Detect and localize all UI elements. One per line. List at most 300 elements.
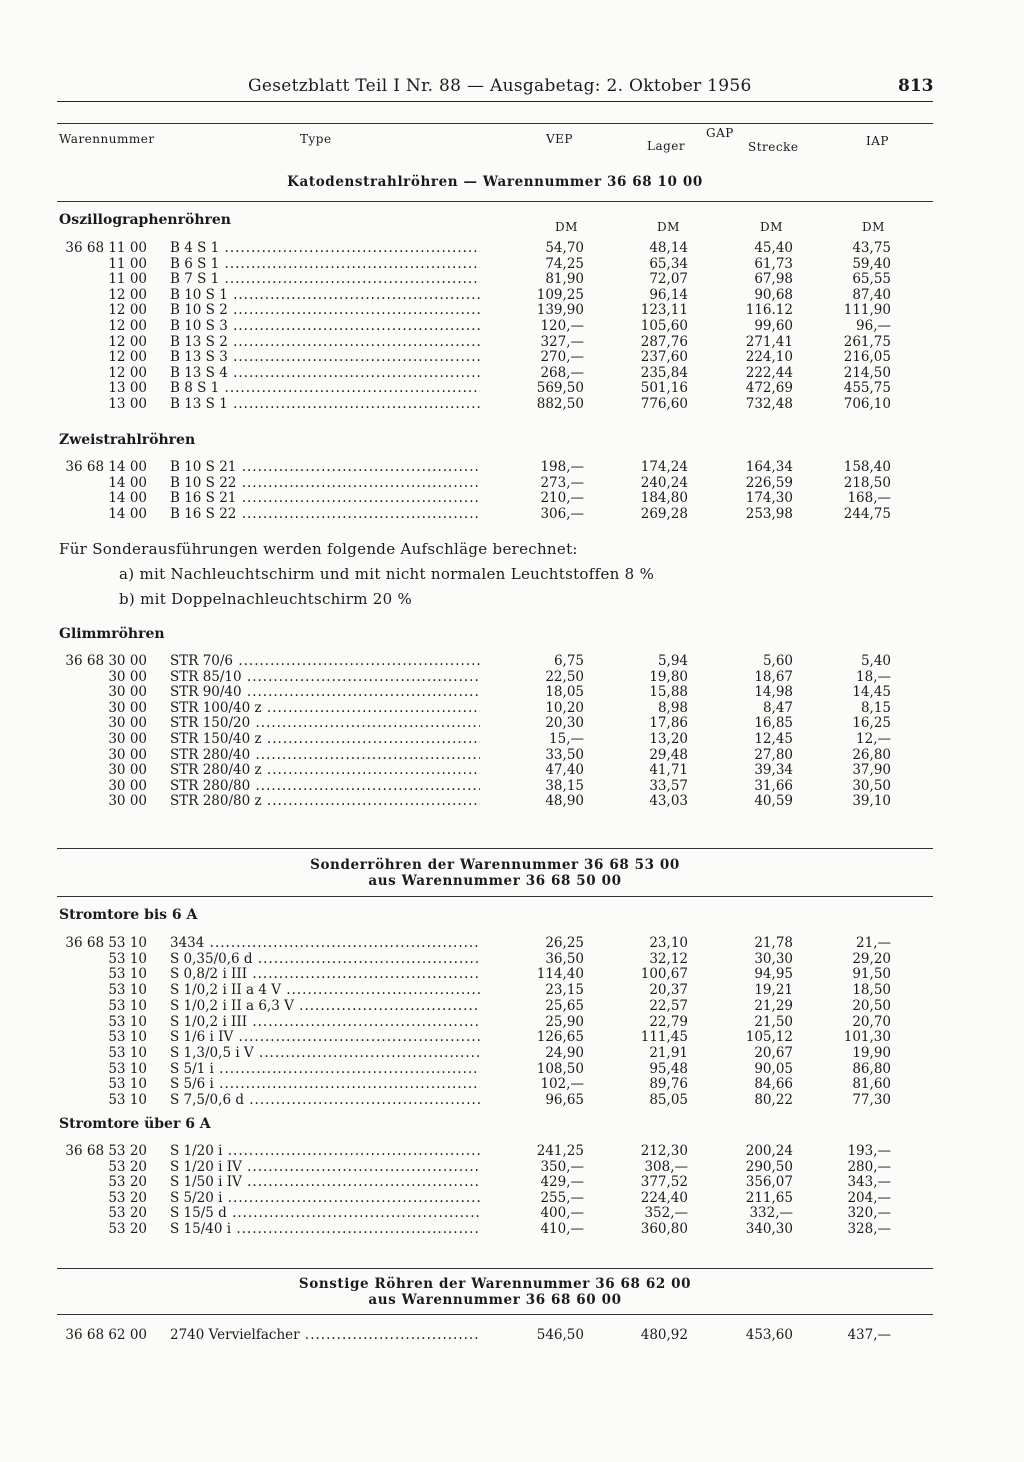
section-sonder-1: Sonderröhren der Warennummer 36 68 53 00 [310, 857, 680, 873]
type-cell: S 5/6 i ..... [170, 1076, 480, 1092]
warennummer-cell: 53 10 [108, 1060, 147, 1077]
vep-cell: 15,— [549, 731, 584, 747]
iap-cell: 18,50 [852, 982, 891, 999]
warennummer-cell: 36 68 14 00 [65, 459, 147, 475]
warennummer-cell: 12 00 [108, 333, 147, 350]
warennummer-cell: 53 10 [108, 1076, 147, 1093]
table-row [0, 1092, 1024, 1108]
iap-cell: 12,— [856, 731, 891, 747]
section-rule [57, 896, 933, 897]
type-cell: STR 150/40 z ..... [170, 731, 480, 747]
lager-cell: 501,16 [640, 380, 688, 397]
warennummer-cell: 53 20 [108, 1221, 147, 1237]
table-row [0, 951, 1024, 967]
strecke-cell: 94,95 [754, 966, 793, 983]
strecke-cell: 290,50 [745, 1158, 793, 1175]
strecke-cell: 164,34 [745, 459, 793, 475]
strecke-cell: 99,60 [754, 318, 793, 334]
strecke-cell: 90,68 [754, 286, 793, 303]
warennummer-cell: 53 10 [108, 966, 147, 983]
lager-cell: 111,45 [640, 1029, 688, 1046]
table-row [0, 653, 1024, 669]
iap-cell: 706,10 [843, 396, 891, 412]
table-row [0, 1061, 1024, 1077]
table-row [0, 793, 1024, 809]
strecke-cell: 14,98 [754, 684, 793, 701]
warennummer-cell: 53 20 [108, 1158, 147, 1175]
lager-cell: 89,76 [649, 1076, 688, 1093]
vep-cell: 198,— [540, 459, 584, 475]
table-row [0, 982, 1024, 998]
type-cell: STR 85/10 ..... [170, 669, 480, 685]
warennummer-cell: 11 00 [108, 271, 147, 288]
iap-cell: 20,70 [852, 1013, 891, 1030]
lager-cell: 72,07 [649, 271, 688, 288]
vep-cell: 26,25 [545, 935, 584, 951]
type-cell: S 7,5/0,6 d ..... [170, 1092, 480, 1108]
lager-cell: 240,24 [640, 474, 688, 491]
vep-cell: 23,15 [545, 982, 584, 999]
lager-cell: 269,28 [640, 506, 688, 523]
iap-cell: 59,40 [852, 255, 891, 272]
type-cell: B 8 S 1 ..... [170, 380, 480, 396]
section-rule [57, 1268, 933, 1269]
iap-cell: 39,10 [852, 793, 891, 810]
type-cell: S 0,8/2 i III ..... [170, 966, 480, 982]
table-row [0, 240, 1024, 256]
iap-cell: 328,— [847, 1221, 891, 1237]
type-cell: STR 100/40 z ..... [170, 700, 480, 716]
lager-cell: 237,60 [640, 349, 688, 366]
iap-cell: 218,50 [843, 474, 891, 491]
lager-cell: 360,80 [640, 1221, 688, 1237]
lager-cell: 105,60 [640, 318, 688, 334]
strecke-cell: 40,59 [754, 793, 793, 810]
vep-cell: 108,50 [536, 1060, 584, 1077]
col-gap: GAP [706, 126, 734, 140]
strecke-cell: 340,30 [745, 1221, 793, 1237]
lager-cell: 20,37 [649, 982, 688, 999]
vep-cell: 268,— [540, 364, 584, 381]
type-cell: S 0,35/0,6 d ..... [170, 951, 480, 967]
lager-cell: 377,52 [640, 1174, 688, 1191]
vep-cell: 33,50 [545, 746, 584, 763]
group-oszi: Oszillographenröhren [59, 212, 231, 228]
table-row [0, 1205, 1024, 1221]
lager-cell: 33,57 [649, 777, 688, 794]
type-cell: 2740 Vervielfacher ..... [170, 1327, 480, 1343]
strecke-cell: 226,59 [745, 474, 793, 491]
table-row [0, 1159, 1024, 1175]
type-cell: STR 280/40 z ..... [170, 762, 480, 778]
lager-cell: 85,05 [649, 1092, 688, 1108]
strecke-cell: 90,05 [754, 1060, 793, 1077]
vep-cell: 569,50 [536, 380, 584, 397]
lager-cell: 41,71 [649, 762, 688, 779]
lager-cell: 32,12 [649, 950, 688, 967]
table-row [0, 490, 1024, 506]
lager-cell: 5,94 [657, 653, 688, 669]
iap-cell: 455,75 [843, 380, 891, 397]
iap-cell: 168,— [847, 490, 891, 507]
warennummer-cell: 30 00 [108, 684, 147, 701]
lager-cell: 224,40 [640, 1189, 688, 1206]
vep-cell: 36,50 [545, 950, 584, 967]
table-row [0, 1190, 1024, 1206]
warennummer-cell: 53 10 [108, 1092, 147, 1108]
vep-cell: 882,50 [536, 396, 584, 412]
strecke-cell: 84,66 [754, 1076, 793, 1093]
iap-cell: 204,— [847, 1189, 891, 1206]
col-warennummer: Warennummer [59, 132, 155, 146]
type-cell: B 4 S 1 ..... [170, 240, 480, 256]
strecke-cell: 8,47 [762, 699, 793, 716]
vep-cell: 241,25 [536, 1143, 584, 1159]
vep-cell: 126,65 [536, 1029, 584, 1046]
currency-label: DM [657, 220, 680, 234]
type-cell: S 1/0,2 i II a 4 V ..... [170, 982, 480, 998]
strecke-cell: 472,69 [745, 380, 793, 397]
warennummer-cell: 53 10 [108, 982, 147, 999]
table-row [0, 669, 1024, 685]
iap-cell: 5,40 [860, 653, 891, 669]
iap-cell: 20,50 [852, 997, 891, 1014]
iap-cell: 101,30 [843, 1029, 891, 1046]
strecke-cell: 39,34 [754, 762, 793, 779]
type-cell: B 13 S 3 ..... [170, 349, 480, 365]
vep-cell: 114,40 [536, 966, 584, 983]
strecke-cell: 453,60 [745, 1327, 793, 1343]
note-b: b) mit Doppelnachleuchtschirm 20 % [119, 590, 413, 608]
iap-cell: 158,40 [843, 459, 891, 475]
table-row [0, 1143, 1024, 1159]
strecke-cell: 105,12 [745, 1029, 793, 1046]
vep-cell: 25,90 [545, 1013, 584, 1030]
warennummer-cell: 13 00 [108, 380, 147, 397]
vep-cell: 24,90 [545, 1044, 584, 1061]
strecke-cell: 61,73 [754, 255, 793, 272]
lager-cell: 174,24 [640, 459, 688, 475]
table-row [0, 1029, 1024, 1045]
strecke-cell: 67,98 [754, 271, 793, 288]
iap-cell: 86,80 [852, 1060, 891, 1077]
lager-cell: 22,79 [649, 1013, 688, 1030]
table-row [0, 700, 1024, 716]
strecke-cell: 732,48 [745, 396, 793, 412]
table-row [0, 334, 1024, 350]
warennummer-cell: 36 68 53 10 [65, 935, 147, 951]
currency-label: DM [862, 220, 885, 234]
lager-cell: 308,— [644, 1158, 688, 1175]
table-row [0, 1174, 1024, 1190]
lager-cell: 184,80 [640, 490, 688, 507]
iap-cell: 320,— [847, 1205, 891, 1222]
strecke-cell: 21,78 [754, 935, 793, 951]
type-cell: S 1/6 i IV ..... [170, 1029, 480, 1045]
type-cell: S 15/40 i ..... [170, 1221, 480, 1237]
vep-cell: 54,70 [545, 240, 584, 256]
table-row [0, 747, 1024, 763]
strecke-cell: 271,41 [745, 333, 793, 350]
strecke-cell: 21,50 [754, 1013, 793, 1030]
type-cell: STR 280/80 ..... [170, 778, 480, 794]
col-lager: Lager [647, 139, 686, 153]
table-row [0, 459, 1024, 475]
strecke-cell: 332,— [749, 1205, 793, 1222]
strecke-cell: 18,67 [754, 668, 793, 685]
lager-cell: 287,76 [640, 333, 688, 350]
iap-cell: 8,15 [860, 699, 891, 716]
group-glimm: Glimmröhren [59, 626, 165, 642]
warennummer-cell: 53 20 [108, 1189, 147, 1206]
warennummer-cell: 12 00 [108, 286, 147, 303]
iap-cell: 343,— [847, 1174, 891, 1191]
vep-cell: 81,90 [545, 271, 584, 288]
iap-cell: 30,50 [852, 777, 891, 794]
lager-cell: 65,34 [649, 255, 688, 272]
type-cell: B 10 S 2 ..... [170, 302, 480, 318]
lager-cell: 352,— [644, 1205, 688, 1222]
strecke-cell: 16,85 [754, 715, 793, 732]
table-row [0, 1045, 1024, 1061]
type-cell: S 1,3/0,5 i V ..... [170, 1045, 480, 1061]
col-type: Type [300, 132, 332, 146]
warennummer-cell: 53 10 [108, 1013, 147, 1030]
warennummer-cell: 12 00 [108, 318, 147, 334]
lager-cell: 95,48 [649, 1060, 688, 1077]
header-rule [57, 101, 933, 102]
strecke-cell: 27,80 [754, 746, 793, 763]
lager-cell: 480,92 [640, 1327, 688, 1343]
vep-cell: 109,25 [536, 286, 584, 303]
group-zwei: Zweistrahlröhren [59, 432, 196, 448]
vep-cell: 139,90 [536, 302, 584, 319]
strecke-cell: 253,98 [745, 506, 793, 523]
type-cell: STR 150/20 ..... [170, 715, 480, 731]
warennummer-cell: 36 68 30 00 [65, 653, 147, 669]
table-row [0, 506, 1024, 522]
iap-cell: 91,50 [852, 966, 891, 983]
warennummer-cell: 53 10 [108, 1044, 147, 1061]
table-row [0, 271, 1024, 287]
type-cell: STR 70/6 ..... [170, 653, 480, 669]
section-katoden: Katodenstrahlröhren — Warennummer 36 68 10 00 [287, 174, 703, 190]
table-row [0, 762, 1024, 778]
notes-intro: Für Sonderausführungen werden folgende Aufschläge berechnet: [59, 540, 578, 558]
warennummer-cell: 14 00 [108, 474, 147, 491]
vep-cell: 20,30 [545, 715, 584, 732]
strecke-cell: 31,66 [754, 777, 793, 794]
warennummer-cell: 30 00 [108, 746, 147, 763]
vep-cell: 327,— [540, 333, 584, 350]
iap-cell: 18,— [856, 668, 891, 685]
warennummer-cell: 53 10 [108, 950, 147, 967]
col-iap: IAP [866, 134, 889, 148]
lager-cell: 48,14 [649, 240, 688, 256]
warennummer-cell: 30 00 [108, 762, 147, 779]
table-row [0, 475, 1024, 491]
vep-cell: 350,— [540, 1158, 584, 1175]
lager-cell: 776,60 [640, 396, 688, 412]
warennummer-cell: 53 20 [108, 1174, 147, 1191]
type-cell: S 5/20 i ..... [170, 1190, 480, 1206]
lager-cell: 96,14 [649, 286, 688, 303]
type-cell: B 10 S 1 ..... [170, 287, 480, 303]
lager-cell: 235,84 [640, 364, 688, 381]
table-row [0, 778, 1024, 794]
type-cell: B 6 S 1 ..... [170, 256, 480, 272]
vep-cell: 255,— [540, 1189, 584, 1206]
table-row [0, 256, 1024, 272]
iap-cell: 87,40 [852, 286, 891, 303]
warennummer-cell: 12 00 [108, 302, 147, 319]
type-cell: STR 280/40 ..... [170, 747, 480, 763]
strecke-cell: 45,40 [754, 240, 793, 256]
type-cell: STR 280/80 z ..... [170, 793, 480, 809]
type-cell: S 1/20 i ..... [170, 1143, 480, 1159]
warennummer-cell: 14 00 [108, 506, 147, 523]
lager-cell: 100,67 [640, 966, 688, 983]
vep-cell: 6,75 [553, 653, 584, 669]
table-row [0, 380, 1024, 396]
type-cell: B 13 S 2 ..... [170, 334, 480, 350]
lager-cell: 17,86 [649, 715, 688, 732]
vep-cell: 74,25 [545, 255, 584, 272]
iap-cell: 244,75 [843, 506, 891, 523]
vep-cell: 410,— [540, 1221, 584, 1237]
warennummer-cell: 30 00 [108, 731, 147, 747]
vep-cell: 96,65 [545, 1092, 584, 1108]
col-vep: VEP [546, 132, 573, 146]
type-cell: S 1/0,2 i III ..... [170, 1014, 480, 1030]
iap-cell: 65,55 [852, 271, 891, 288]
lager-cell: 29,48 [649, 746, 688, 763]
strecke-cell: 174,30 [745, 490, 793, 507]
iap-cell: 21,— [856, 935, 891, 951]
vep-cell: 273,— [540, 474, 584, 491]
iap-cell: 77,30 [852, 1092, 891, 1108]
table-row [0, 302, 1024, 318]
page-header: Gesetzblatt Teil I Nr. 88 — Ausgabetag: 2. Oktober 1956 [248, 76, 752, 96]
vep-cell: 306,— [540, 506, 584, 523]
strecke-cell: 5,60 [762, 653, 793, 669]
type-cell: STR 90/40 ..... [170, 684, 480, 700]
section-rule [57, 201, 933, 202]
warennummer-cell: 30 00 [108, 699, 147, 716]
warennummer-cell: 13 00 [108, 396, 147, 412]
vep-cell: 48,90 [545, 793, 584, 810]
lager-cell: 19,80 [649, 668, 688, 685]
iap-cell: 26,80 [852, 746, 891, 763]
strecke-cell: 356,07 [745, 1174, 793, 1191]
iap-cell: 29,20 [852, 950, 891, 967]
table-row [0, 684, 1024, 700]
section-sonstige-2: aus Warennummer 36 68 60 00 [368, 1292, 622, 1308]
iap-cell: 19,90 [852, 1044, 891, 1061]
strecke-cell: 21,29 [754, 997, 793, 1014]
col-strecke: Strecke [748, 140, 799, 154]
warennummer-cell: 30 00 [108, 777, 147, 794]
iap-cell: 280,— [847, 1158, 891, 1175]
iap-cell: 193,— [847, 1143, 891, 1159]
section-rule [57, 1314, 933, 1315]
vep-cell: 25,65 [545, 997, 584, 1014]
strecke-cell: 20,67 [754, 1044, 793, 1061]
table-row [0, 966, 1024, 982]
currency-label: DM [555, 220, 578, 234]
currency-label: DM [760, 220, 783, 234]
warennummer-cell: 53 10 [108, 1029, 147, 1046]
type-cell: S 1/20 i IV ..... [170, 1159, 480, 1175]
lager-cell: 15,88 [649, 684, 688, 701]
lager-cell: 8,98 [657, 699, 688, 716]
lager-cell: 21,91 [649, 1044, 688, 1061]
table-row [0, 365, 1024, 381]
iap-cell: 261,75 [843, 333, 891, 350]
type-cell: B 16 S 21 ..... [170, 490, 480, 506]
warennummer-cell: 12 00 [108, 349, 147, 366]
strecke-cell: 224,10 [745, 349, 793, 366]
type-cell: B 16 S 22 ..... [170, 506, 480, 522]
warennummer-cell: 53 20 [108, 1205, 147, 1222]
warennummer-cell: 53 10 [108, 997, 147, 1014]
strecke-cell: 12,45 [754, 731, 793, 747]
section-rule [57, 848, 933, 849]
page-number: 813 [898, 76, 934, 96]
vep-cell: 400,— [540, 1205, 584, 1222]
vep-cell: 47,40 [545, 762, 584, 779]
column-rule [57, 123, 933, 124]
iap-cell: 81,60 [852, 1076, 891, 1093]
warennummer-cell: 14 00 [108, 490, 147, 507]
iap-cell: 96,— [856, 318, 891, 334]
section-sonstige-1: Sonstige Röhren der Warennummer 36 68 62 00 [298, 1276, 692, 1292]
iap-cell: 37,90 [852, 762, 891, 779]
strecke-cell: 222,44 [745, 364, 793, 381]
lager-cell: 22,57 [649, 997, 688, 1014]
iap-cell: 216,05 [843, 349, 891, 366]
warennummer-cell: 30 00 [108, 793, 147, 810]
type-cell: S 1/0,2 i II a 6,3 V ..... [170, 998, 480, 1014]
type-cell: S 15/5 d ..... [170, 1205, 480, 1221]
section-sonder-2: aus Warennummer 36 68 50 00 [368, 873, 622, 889]
vep-cell: 102,— [540, 1076, 584, 1093]
group-strom-bis: Stromtore bis 6 A [59, 907, 198, 923]
warennummer-cell: 36 68 53 20 [65, 1143, 147, 1159]
strecke-cell: 80,22 [754, 1092, 793, 1108]
warennummer-cell: 11 00 [108, 255, 147, 272]
table-row [0, 396, 1024, 412]
strecke-cell: 116.12 [745, 302, 793, 319]
type-cell: B 7 S 1 ..... [170, 271, 480, 287]
type-cell: B 13 S 4 ..... [170, 365, 480, 381]
strecke-cell: 19,21 [754, 982, 793, 999]
strecke-cell: 200,24 [745, 1143, 793, 1159]
vep-cell: 38,15 [545, 777, 584, 794]
vep-cell: 120,— [540, 318, 584, 334]
table-row [0, 287, 1024, 303]
warennummer-cell: 30 00 [108, 715, 147, 732]
warennummer-cell: 36 68 11 00 [65, 240, 147, 256]
vep-cell: 270,— [540, 349, 584, 366]
table-row [0, 349, 1024, 365]
iap-cell: 43,75 [852, 240, 891, 256]
strecke-cell: 30,30 [754, 950, 793, 967]
iap-cell: 437,— [847, 1327, 891, 1343]
table-row [0, 1014, 1024, 1030]
iap-cell: 214,50 [843, 364, 891, 381]
vep-cell: 546,50 [536, 1327, 584, 1343]
